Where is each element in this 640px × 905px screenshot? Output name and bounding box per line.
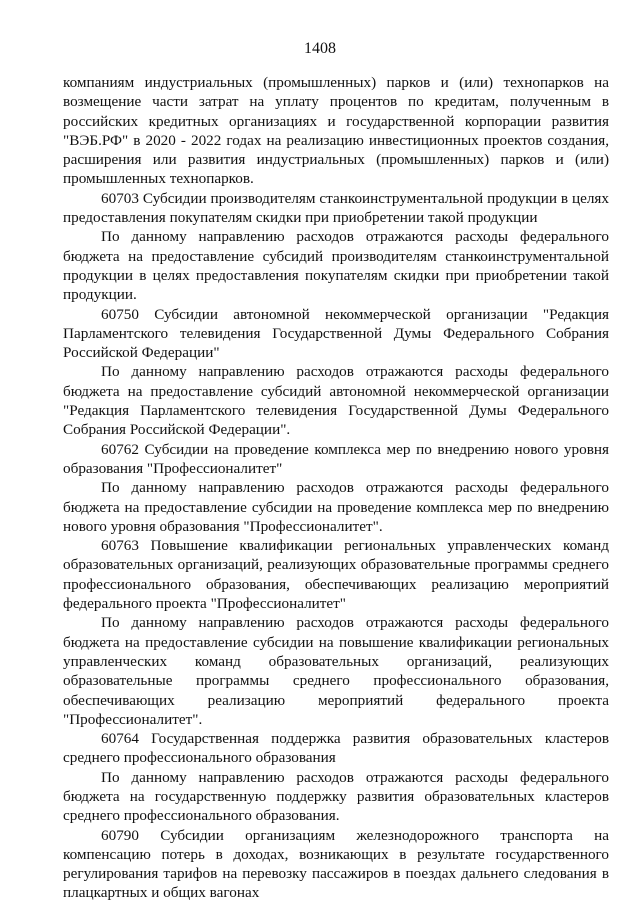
paragraph: компаниям индустриальных (промышленных) парков и (или) технопарков на возмещение части затрат на уплату процентов по кредитам, полученным в российских кредитных организациях и государственной корпорации развития "ВЭБ.РФ" в 2020 - 2022 годах на реализацию инвестиционных проектов создания, расширения или развития индустриальных (промышленных) парков и (или) промышленных технопарков.: [63, 74, 609, 188]
paragraph: По данному направлению расходов отражаются расходы федерального бюджета на предоставление субсидии на повышение квалификации региональных управленческих команд образовательных организаций, реализующих образовательные программы среднего профессионального образования, обеспечивающих реализацию мероприятий федерального проекта "Профессионалитет".: [63, 614, 609, 728]
paragraph: 60764 Государственная поддержка развития образовательных кластеров среднего профессионального образования: [63, 730, 609, 767]
document-body: [63, 73, 609, 903]
paragraph: По данному направлению расходов отражаются расходы федерального бюджета на государственную поддержку развития образовательных кластеров среднего профессионального образования.: [63, 768, 609, 825]
paragraph: 60763 Повышение квалификации региональных управленческих команд образовательных организаций, реализующих образовательные программы среднего профессионального образования, обеспечивающих реализацию мероприятий федерального проекта "Профессионалитет": [63, 537, 609, 613]
page-number: 1408: [304, 40, 336, 57]
paragraph: По данному направлению расходов отражаются расходы федерального бюджета на предоставление субсидий производителям станкоинструментальной продукции в целях предоставления покупателям скидки при приобретении такой продукции.: [63, 228, 609, 304]
paragraph: 60762 Субсидии на проведение комплекса мер по внедрению нового уровня образования "Профессионалитет": [63, 440, 609, 477]
paragraph: 60790 Субсидии организациям железнодорожного транспорта на компенсацию потерь в доходах, возникающих в результате государственного регулирования тарифов на перевозку пассажиров в поездах дальнего следования в плацкартных и общих вагонах: [63, 826, 609, 902]
paragraph: По данному направлению расходов отражаются расходы федерального бюджета на предоставление субсидии на проведение комплекса мер по внедрению нового уровня образования "Профессионалитет".: [63, 479, 609, 535]
paragraph: По данному направлению расходов отражаются расходы федерального бюджета на предоставление субсидий автономной некоммерческой организации "Редакция Парламентского телевидения Государственной Думы Федерального Собрания Российской Федерации".: [63, 363, 609, 439]
paragraph: 60703 Субсидии производителям станкоинструментальной продукции в целях предоставления покупателям скидки при приобретении такой продукции: [63, 189, 609, 227]
paragraph: 60750 Субсидии автономной некоммерческой организации "Редакция Парламентского телевидения Государственной Думы Федерального Собрания Российской Федерации": [63, 305, 609, 362]
